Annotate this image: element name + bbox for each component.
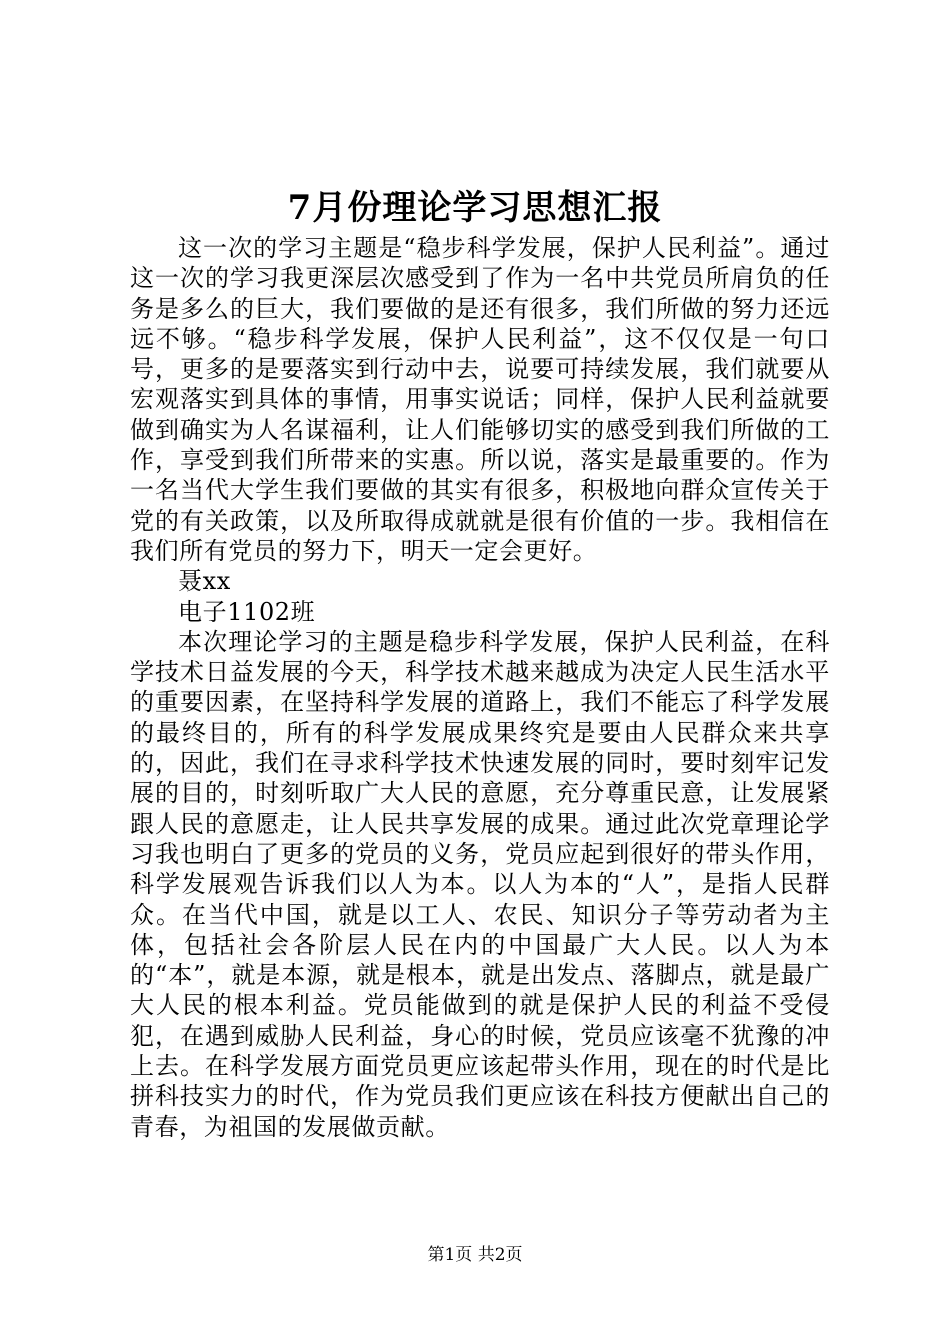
page-footer: 第1页 共2页 [427,1245,523,1265]
document-body [130,233,830,1142]
author-class: 电子1102班 [178,597,316,626]
paragraph-2: 本次理论学习的主题是稳步科学发展，保护人民利益，在科学技术日益发展的今天，科学技术越来越成为决定人民生活水平的重要因素，在坚持科学发展的道路上，我们不能忘了科学发展的最终目的，所有的科学发展成果终究是要由人民群众来共享的，因此，我们在寻求科学技术快速发展的同时，要时刻牢记发展的目的，时刻听取广大人民的意愿，充分尊重民意，让发展紧跟人民的意愿走，让人民共享发展的成果。通过此次党章理论学习我也明白了更多的党员的义务，党员应起到很好的带头作用，科学发展观告诉我们以人为本。以人为本的“人”，是指人民群众。在当代中国，就是以工人、农民、知识分子等劳动者为主体，包括社会各阶层人民在内的中国最广大人民。以人为本的“本”，就是本源，就是根本，就是出发点、落脚点，就是最广大人民的根本利益。党员能做到的就是保护人民的利益不受侵犯，在遇到威胁人民利益，身心的时候，党员应该毫不犹豫的冲上去。在科学发展方面党员更应该起带头作用，现在的时代是比拼科技实力的时代，作为党员我们更应该在科技方便献出自己的青春，为祖国的发展做贡献。 [130,627,830,1141]
author-name: 聂xx [178,567,231,596]
paragraph-1: 这一次的学习主题是“稳步科学发展，保护人民利益”。通过这一次的学习我更深层次感受到了作为一名中共党员所肩负的任务是多么的巨大，我们要做的是还有很多，我们所做的努力还远远不够。“稳步科学发展，保护人民利益”，这不仅仅是一句口号，更多的是要落实到行动中去，说要可持续发展，我们就要从宏观落实到具体的事情，用事实说话；同样，保护人民利益就要做到确实为人名谋福利，让人们能够切实的感受到我们所做的工作，享受到我们所带来的实惠。所以说，落实是最重要的。作为一名当代大学生我们要做的其实有很多，积极地向群众宣传关于党的有关政策，以及所取得成就就是很有价值的一步。我相信在我们所有党员的努力下，明天一定会更好。 [130,234,830,565]
document-title: 7月份理论学习思想汇报 [287,188,663,228]
